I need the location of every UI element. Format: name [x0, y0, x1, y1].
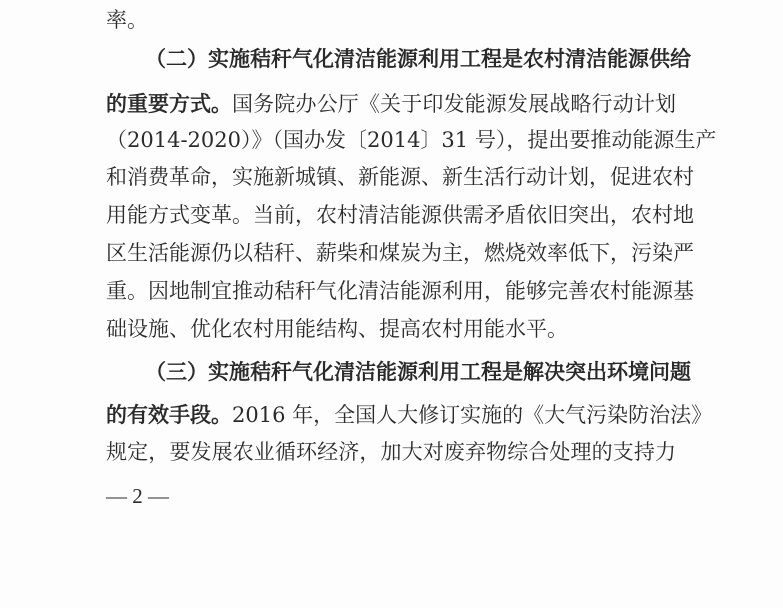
line-5-text: 和消费革命，实施新城镇、新能源、新生活行动计划，促进农村	[106, 165, 694, 189]
line-10-heading: （三）实施秸秆气化清洁能源利用工程是解决突出环境问题	[145, 359, 691, 384]
text-line-12	[0, 432, 783, 472]
line-3-heading: 的重要方式。	[106, 91, 232, 116]
text-line-11	[0, 395, 783, 435]
line-12-text: 规定，要发展农业循环经济，加大对废弃物综合处理的支持力	[106, 440, 676, 464]
line-6-text: 用能方式变革。当前，农村清洁能源供需矛盾依旧突出，农村地	[106, 203, 694, 227]
page-number: — 2 —	[106, 484, 169, 508]
line-8-text: 重。因地制宜推动秸秆气化清洁能源利用，能够完善农村能源基	[106, 279, 694, 303]
line-11-text: 2016 年，全国人大修订实施的《大气污染防治法》	[232, 403, 713, 427]
line-11-heading: 的有效手段。	[106, 402, 232, 427]
text-line-7	[0, 233, 783, 273]
line-9-text: 础设施、优化农村用能结构、提高农村用能水平。	[106, 317, 568, 341]
text-line-1	[0, 0, 783, 40]
line-4-text: （2014-2020）》（国办发〔2014〕31 号），提出要推动能源生产	[106, 128, 717, 152]
line-1-text: 率。	[106, 8, 148, 32]
text-line-8	[0, 271, 783, 311]
section-heading-3	[0, 352, 783, 392]
line-3-text: 国务院办公厅《关于印发能源发展战略行动计划	[232, 92, 676, 116]
text-line-9	[0, 309, 783, 349]
line-2-heading: （二）实施秸秆气化清洁能源利用工程是农村清洁能源供给	[145, 46, 691, 71]
text-line-3	[0, 84, 783, 124]
line-7-text: 区生活能源仍以秸秆、薪柴和煤炭为主，燃烧效率低下，污染严	[106, 241, 694, 265]
text-line-5	[0, 157, 783, 197]
text-line-6	[0, 195, 783, 235]
text-line-4	[0, 120, 783, 160]
section-heading-2	[0, 39, 783, 79]
